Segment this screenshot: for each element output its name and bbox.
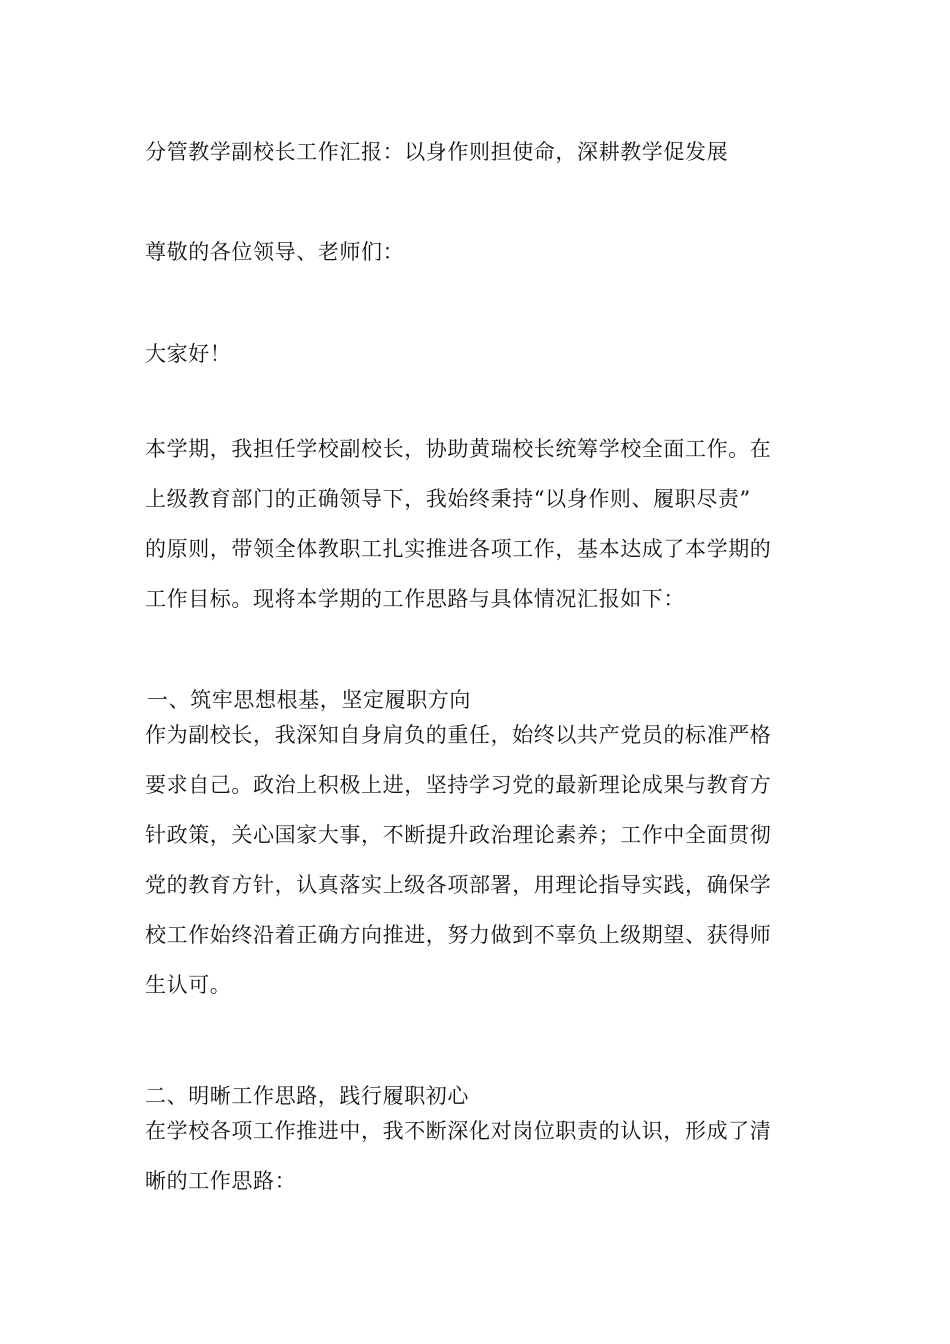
intro-paragraph	[145, 424, 805, 624]
paragraph-line: 作为副校长，我深知自身肩负的重任，始终以共产党员的标准严格	[145, 723, 772, 747]
paragraph-line: 党的教育方针，认真落实上级各项部署，用理论指导实践，确保学	[145, 873, 772, 897]
section-2-paragraph	[145, 1106, 805, 1206]
document-title: 分管教学副校长工作汇报：以身作则担使命，深耕教学促发展	[145, 140, 729, 164]
greeting-line: 尊敬的各位领导、老师们：	[145, 240, 405, 264]
paragraph-line: 工作目标。现将本学期的工作思路与具体情况汇报如下：	[145, 587, 685, 611]
section-1-paragraph	[145, 710, 805, 1010]
hello-line: 大家好！	[145, 342, 232, 366]
paragraph-line: 校工作始终沿着正确方向推进，努力做到不辜负上级期望、获得师	[145, 923, 772, 947]
paragraph-line: 的原则，带领全体教职工扎实推进各项工作，基本达成了本学期的	[145, 537, 772, 561]
section-heading-2: 二、明晰工作思路，践行履职初心	[145, 1084, 469, 1108]
paragraph-line: 在学校各项工作推进中，我不断深化对岗位职责的认识，形成了清	[145, 1119, 772, 1143]
paragraph-line: 要求自己。政治上积极上进，坚持学习党的最新理论成果与教育方	[145, 773, 772, 797]
paragraph-line: 上级教育部门的正确领导下，我始终秉持“以身作则、履职尽责”	[145, 487, 751, 511]
paragraph-line: 针政策，关心国家大事，不断提升政治理论素养；工作中全面贯彻	[145, 823, 772, 847]
paragraph-line: 本学期，我担任学校副校长，协助黄瑞校长统筹学校全面工作。在	[145, 437, 772, 461]
paragraph-line: 晰的工作思路：	[145, 1169, 297, 1193]
paragraph-line: 生认可。	[145, 973, 232, 997]
section-heading-1: 一、筑牢思想根基，坚定履职方向	[147, 688, 471, 712]
